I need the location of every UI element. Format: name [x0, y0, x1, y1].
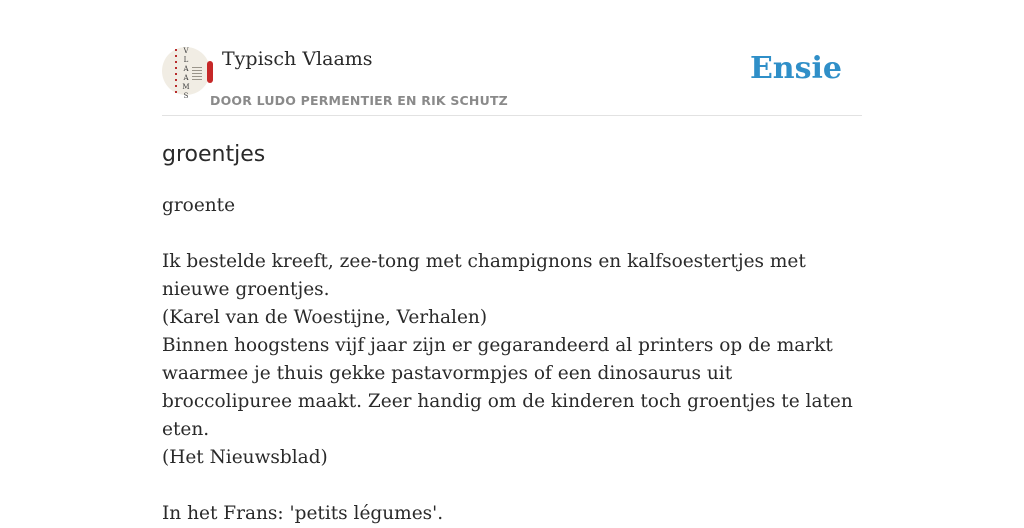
page-content	[162, 0, 862, 524]
entry-note: In het Frans: 'petits légumes'.	[162, 503, 444, 524]
quote-text: Ik bestelde kreeft, zee-tong met champignons en kalfsoestertjes met nieuwe groentjes.	[162, 251, 806, 300]
book-cover-logo[interactable]	[162, 47, 210, 100]
book-authors: DOOR LUDO PERMENTIER EN RIK SCHUTZ	[210, 93, 508, 108]
paragraph-spacer	[162, 472, 862, 500]
book-title-link[interactable]: Typisch Vlaams	[222, 48, 373, 70]
entry-title: groentjes	[162, 142, 266, 167]
logo-spine-decoration	[175, 49, 177, 93]
ensie-brand-logo[interactable]: Ensie	[749, 51, 842, 86]
paragraph-spacer	[162, 220, 862, 248]
quote-source: (Het Nieuwsblad)	[162, 447, 328, 468]
entry-definition: groente	[162, 195, 236, 216]
quote-source: (Karel van de Woestijne, Verhalen)	[162, 307, 488, 328]
logo-letters: V L A A M S	[182, 47, 190, 100]
logo-red-accent	[207, 61, 213, 83]
book-header	[162, 0, 862, 116]
logo-text-lines	[192, 67, 202, 81]
entry-body	[162, 192, 862, 528]
quote-text: Binnen hoogstens vijf jaar zijn er gegarandeerd al printers op de markt waarmee je thuis gekke pastavormpjes of een dinosaurus uit broccolipuree maakt. Zeer handig om de kinderen toch groentjes te laten eten.	[162, 335, 853, 440]
